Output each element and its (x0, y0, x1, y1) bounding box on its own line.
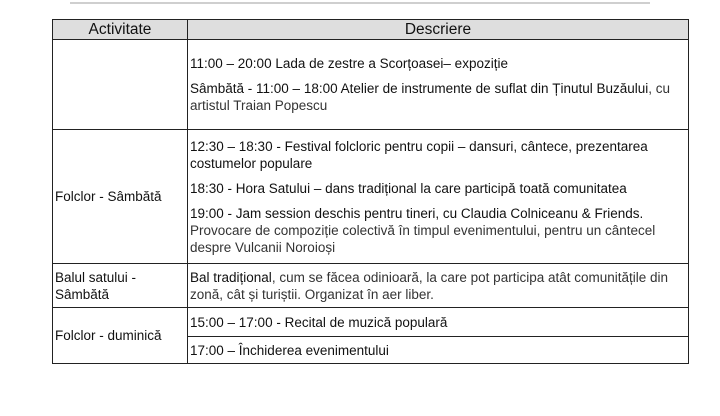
entry-title: 12:30 – 18:30 - Festival folcloric pentru copii – dansuri, cântece, prezentarea costumelor populare (190, 138, 648, 171)
activity-cell: Folclor - duminică (53, 308, 188, 364)
activity-column-header: Activitate (53, 20, 188, 40)
description-cell (188, 264, 689, 308)
table-row (53, 308, 689, 337)
description-cell (188, 308, 689, 337)
entry-title: 17:00 – Închiderea evenimentului (190, 342, 389, 358)
description-cell (188, 40, 689, 130)
entry-title: Bal tradițional (190, 269, 272, 285)
table-header-row (53, 20, 689, 40)
entry-title: Sâmbătă - 11:00 – 18:00 Atelier de instrumente de suflat din Ținutul Buzăului (190, 81, 649, 96)
top-divider (70, 2, 650, 4)
schedule-table (52, 19, 689, 364)
activity-cell (53, 40, 188, 130)
table-row (53, 130, 689, 264)
schedule-entry (190, 138, 686, 172)
entry-detail: , cum se făcea odinioară, la care pot participa atât comunitățile din zonă, cât și turiștii. Organizat în aer liber. (190, 269, 669, 302)
activity-cell: Balul satului - Sâmbătă (53, 264, 188, 308)
table-row (53, 40, 689, 130)
entry-title: 19:00 - Jam session deschis pentru tineri, cu Claudia Colniceanu & Friends. (190, 205, 644, 221)
entry-title: 15:00 – 17:00 - Recital de muzică populară (190, 314, 448, 330)
schedule-entry (190, 80, 686, 114)
schedule-entry (190, 269, 686, 303)
entry-title: 11:00 – 20:00 Lada de zestre a Scorțoasei– expoziție (190, 56, 508, 71)
table-row (53, 264, 689, 308)
schedule-entry (190, 180, 686, 197)
activity-cell: Folclor - Sâmbătă (53, 130, 188, 264)
entry-detail: , cu artistul Traian Popescu (190, 81, 671, 113)
schedule-entry (190, 342, 686, 359)
description-column-header: Descriere (188, 20, 689, 40)
entry-title: 18:30 - Hora Satului – dans tradițional la care participă toată comunitatea (190, 180, 627, 196)
schedule-entry (190, 314, 686, 331)
schedule-entry (190, 205, 686, 256)
entry-detail: Provocare de compoziție colectivă în timpul evenimentului, pentru un cântecel despre Vulcanii Noroioși (190, 222, 656, 255)
schedule-entry (190, 55, 686, 72)
description-cell (188, 130, 689, 264)
description-cell (188, 337, 689, 364)
